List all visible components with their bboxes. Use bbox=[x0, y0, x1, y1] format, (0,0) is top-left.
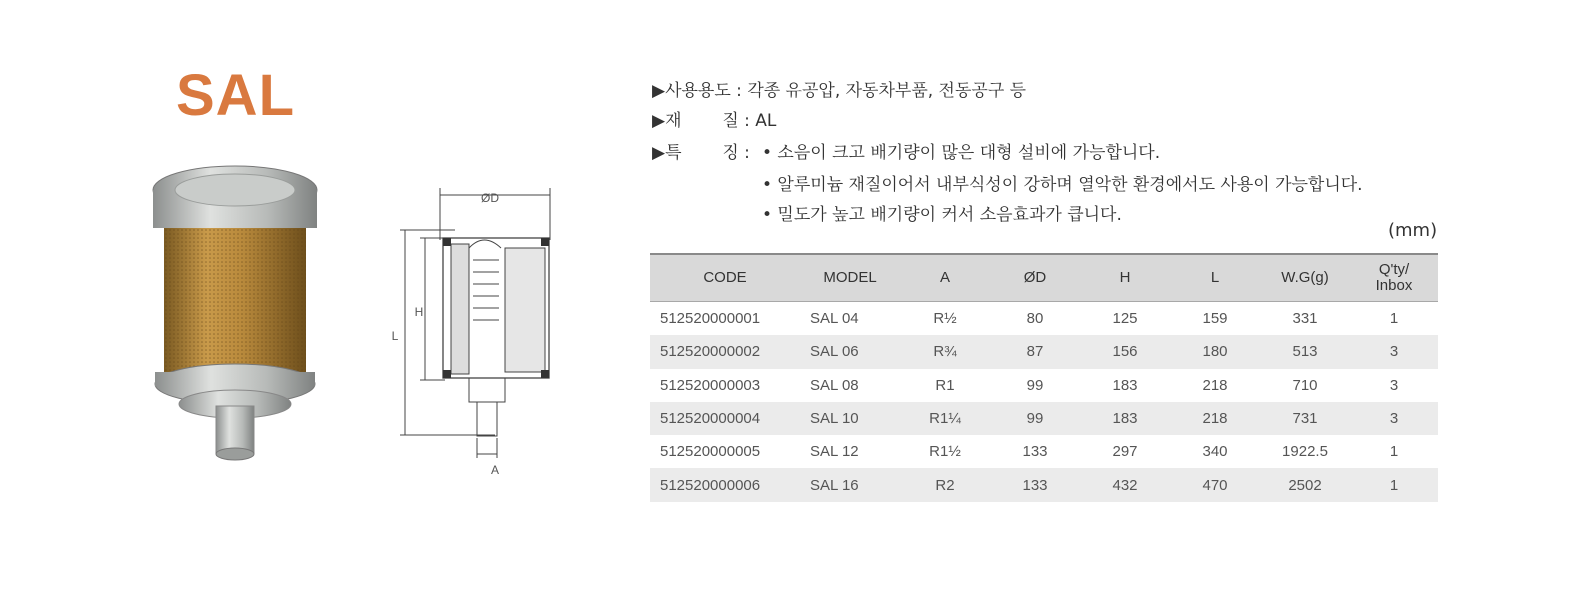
header-qty-line2: Inbox bbox=[1375, 277, 1413, 294]
cell-diameter: 99 bbox=[990, 402, 1080, 435]
cell-qty: 1 bbox=[1350, 468, 1438, 501]
product-title: SAL bbox=[176, 63, 295, 128]
cell-l: 218 bbox=[1170, 402, 1260, 435]
features-label-a: ▶특 bbox=[652, 143, 682, 163]
cell-diameter: 87 bbox=[990, 335, 1080, 368]
header-qty bbox=[1350, 254, 1438, 302]
cell-model: SAL 08 bbox=[810, 376, 859, 394]
cell-qty: 1 bbox=[1389, 443, 1399, 461]
cell-l: 159 bbox=[1202, 310, 1228, 328]
cell-h: 156 bbox=[1080, 335, 1170, 368]
cell-model: SAL 10 bbox=[800, 402, 900, 435]
cell-diameter: 99 bbox=[1026, 376, 1044, 394]
usage-line bbox=[652, 76, 1026, 101]
dimension-h-label: H bbox=[414, 305, 424, 319]
cell-qty: 3 bbox=[1389, 376, 1399, 394]
header-h: H bbox=[1080, 254, 1170, 302]
features-label-b: 징 : bbox=[722, 143, 750, 163]
cell-l: 340 bbox=[1202, 443, 1228, 461]
cell-a: R1½ bbox=[929, 443, 961, 461]
cell-h: 183 bbox=[1112, 376, 1138, 394]
cell-code: 512520000006 bbox=[650, 468, 800, 501]
cell-diameter: 80 bbox=[1026, 310, 1044, 328]
cell-diameter: 133 bbox=[1022, 443, 1048, 461]
dimension-d-label: ØD bbox=[481, 191, 499, 205]
cell-weight: 331 bbox=[1292, 310, 1318, 328]
feature-item: • 알루미늄 재질이어서 내부식성이 강하며 열악한 환경에서도 사용이 가능합니다. bbox=[762, 175, 1363, 195]
cell-weight: 731 bbox=[1260, 402, 1350, 435]
material-value: AL bbox=[755, 111, 777, 131]
cell-l: 218 bbox=[1202, 376, 1228, 394]
cell-qty: 1 bbox=[1389, 310, 1399, 328]
dimension-l-label: L bbox=[391, 329, 399, 343]
material-label-b: 질 : bbox=[722, 111, 750, 131]
cell-code: 512520000004 bbox=[650, 402, 800, 435]
header-qty-line1: Q'ty/ bbox=[1378, 261, 1410, 278]
technical-drawing bbox=[385, 180, 555, 485]
cell-code: 512520000005 bbox=[660, 443, 761, 461]
features-line bbox=[652, 138, 750, 163]
cell-diameter: 133 bbox=[990, 468, 1080, 501]
product-photo bbox=[140, 160, 330, 465]
header-l: L bbox=[1170, 254, 1260, 302]
cell-weight: 710 bbox=[1292, 376, 1318, 394]
material-line bbox=[652, 106, 776, 131]
feature-item: • 밀도가 높고 배기량이 커서 소음효과가 큽니다. bbox=[762, 205, 1122, 225]
cell-qty: 3 bbox=[1350, 402, 1438, 435]
usage-label: ▶사용용도 : bbox=[652, 81, 742, 101]
table-row bbox=[650, 335, 1438, 368]
table-header-row bbox=[650, 254, 1438, 302]
usage-value: 각종 유공압, 자동차부품, 전동공구 등 bbox=[747, 81, 1027, 101]
cell-model: SAL 06 bbox=[800, 335, 900, 368]
cell-weight: 1922.5 bbox=[1282, 443, 1328, 461]
table-row bbox=[650, 302, 1438, 336]
cell-a: R¾ bbox=[900, 335, 990, 368]
table-row bbox=[650, 468, 1438, 501]
unit-label: (mm) bbox=[1388, 220, 1438, 241]
feature-item: • 소음이 크고 배기량이 많은 대형 설비에 가능합니다. bbox=[762, 143, 1161, 163]
header-a: A bbox=[900, 254, 990, 302]
cell-h: 183 bbox=[1080, 402, 1170, 435]
cell-weight: 513 bbox=[1260, 335, 1350, 368]
cell-weight: 2502 bbox=[1260, 468, 1350, 501]
cell-a: R1 bbox=[935, 376, 955, 394]
cell-model: SAL 04 bbox=[810, 310, 859, 328]
dimension-a-label: A bbox=[490, 463, 500, 477]
cell-h: 432 bbox=[1080, 468, 1170, 501]
table-row bbox=[650, 402, 1438, 435]
material-label-a: ▶재 bbox=[652, 111, 682, 131]
cell-h: 297 bbox=[1112, 443, 1138, 461]
cell-model: SAL 16 bbox=[800, 468, 900, 501]
cell-l: 180 bbox=[1170, 335, 1260, 368]
cell-model: SAL 12 bbox=[810, 443, 859, 461]
table-row bbox=[650, 369, 1438, 402]
cell-a: R1¼ bbox=[900, 402, 990, 435]
header-model: MODEL bbox=[800, 254, 900, 302]
header-diameter: ØD bbox=[990, 254, 1080, 302]
header-weight: W.G(g) bbox=[1260, 254, 1350, 302]
header-code: CODE bbox=[650, 254, 800, 302]
table-row bbox=[650, 435, 1438, 468]
cell-code: 512520000002 bbox=[650, 335, 800, 368]
cell-a: R2 bbox=[900, 468, 990, 501]
cell-l: 470 bbox=[1170, 468, 1260, 501]
spec-table bbox=[650, 253, 1438, 502]
cell-qty: 3 bbox=[1350, 335, 1438, 368]
cell-a: R½ bbox=[933, 310, 957, 328]
cell-code: 512520000003 bbox=[660, 376, 761, 394]
cell-h: 125 bbox=[1112, 310, 1138, 328]
cell-code: 512520000001 bbox=[660, 310, 761, 328]
